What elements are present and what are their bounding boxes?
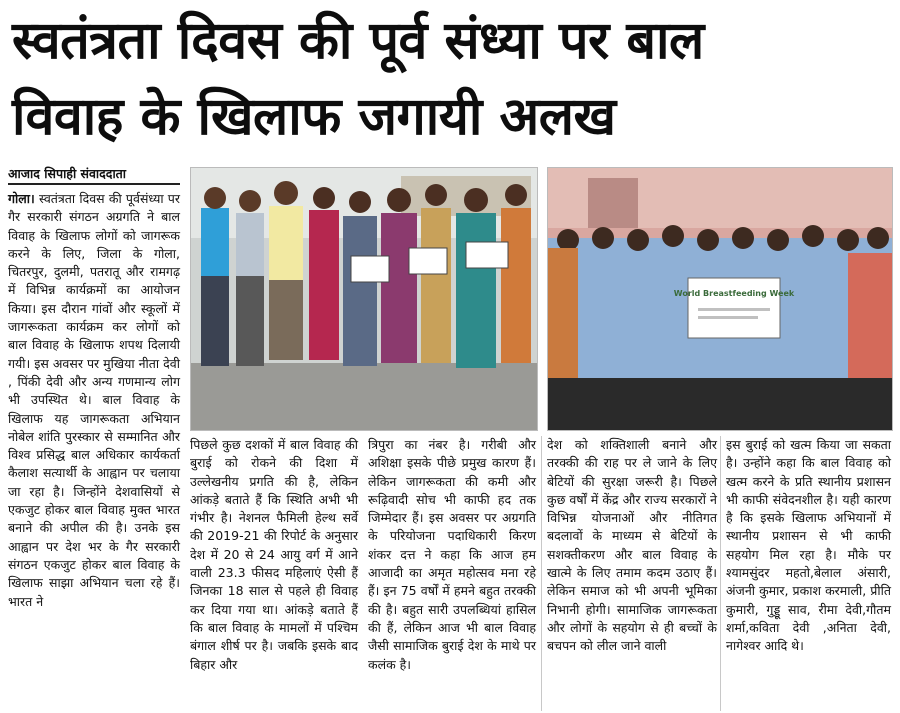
article-text-1: स्वतंत्रता दिवस की पूर्वसंध्या पर गैर सरकारी संगठन अग्रगति ने बाल विवाह के खिलाफ लोगों को जागरूक करने के लिए, जिला के गोला, चितरपुर, दुलमी, पतरातू और रामगढ़ में विभिन्न कार्यक्रमों का आयोजन किया। इस दौरान गांवों और स्कूलों में जागरूकता कार्यक्रम कर लोगों को बाल विवाह के खिलाफ शपथ दिलायी गयी। इस अवसर पर मुखिया नीता देवी , पिंकी देवी और अन्य गणमान्य लोग भी उपस्थित थे। बाल विवाह के खिलाफ यह जागरूकता अभियान नोबेल शांति पुरस्कार से सम्मानित और विश्व प्रसिद्ध बाल अधिकार कार्यकर्ता कैलाश सत्यार्थी के आह्वान पर चलाया जा रहा है। जिन्होंने देशवासियों से एकजुट होकर बाल विवाह मुक्त भारत बनाने की अपील की है। उनके इस आह्वान पर देश भर के गैर सरकारी संगठन एकजुट होकर बाल विवाह के खिलाफ साझा अभियान चला रहे हैं। भारत ने [8, 191, 180, 609]
headline-line-1: स्वतंत्रता दिवस की पूर्व संध्या पर बाल [12, 11, 704, 71]
group-photo-breastfeeding-week [547, 167, 893, 431]
headline-line-2: विवाह के खिलाफ जगायी अलख [12, 87, 616, 147]
article-column-4 [547, 436, 717, 711]
article-text-4: देश को शक्तिशाली बनाने और तरक्की की राह पर ले जाने के लिए बेटियों की सुरक्षा जरूरी है। पिछले कुछ वर्षों में केंद्र और राज्य सरकारों ने विभिन्न योजनाओं और नीतिगत बदलावों के माध्यम से बेटियों के सशक्तीकरण और बाल विवाह के खात्मे के लिए तमाम कदम उठाए हैं। लेकिन समाज को भी अपनी भूमिका निभानी होगी। सामाजिक जागरूकता और लोगों के सहयोग से ही बच्चों के बचपन को लील जाने वाली [547, 437, 717, 654]
article-text-2: पिछले कुछ दशकों में बाल विवाह की बुराई को रोकने की दिशा में उल्लेखनीय प्रगति की है, लेकिन आंकड़े बताते हैं कि स्थिति अभी भी गंभीर है। नेशनल फैमिली हेल्थ सर्वे की 2019-21 की रिपोर्ट के अनुसार देश में 20 से 24 आयु वर्ग में आने वाली 23.3 फीसद महिलाएं ऐसी हैं जिनका 18 साल से पहले ही विवाह कर दिया गया था। आंकड़े बताते हैं कि बाल विवाह के मामलों में पश्चिम बंगाल शीर्ष पर है। जबकि इसके बाद बिहार और [190, 437, 358, 672]
headline [0, 0, 900, 160]
group-photo-placards [190, 167, 538, 431]
banner-title: World Breastfeeding Week [673, 289, 795, 298]
byline-divider [8, 183, 180, 185]
byline: आजाद सिपाही संवाददाता [8, 166, 127, 181]
article-text-3: त्रिपुरा का नंबर है। गरीबी और अशिक्षा इसके पीछे प्रमुख कारण हैं। लेकिन जागरूकता की कमी और रूढ़िवादी सोच भी काफी हद तक जिम्मेदार हैं। इस अवसर पर अग्रगति के परियोजना पदाधिकारी किरण शंकर दत्त ने कहा कि आज हम आजादी का अमृत महोत्सव मना रहे हैं। इन 75 वर्षों में हमने बहुत तरक्की की है। बहुत सारी उपलब्धियां हासिल की हैं, लेकिन आज भी बाल विवाह जैसी सामाजिक बुराई देश के माथे पर कलंक है। [368, 437, 536, 672]
article-column-2 [190, 436, 358, 711]
article-column-1 [8, 190, 180, 710]
article-column-3 [368, 436, 536, 711]
column-divider [720, 436, 721, 711]
article-column-5 [726, 436, 891, 711]
dateline: गोला। [8, 191, 35, 206]
article-text-5: इस बुराई को खत्म किया जा सकता है। उन्होंने कहा कि बाल विवाह को खत्म करने के प्रति स्थानीय प्रशासन भी काफी संवेदनशील है। यही कारण है कि इसके खिलाफ अभियानों में स्थानीय प्रशासन से भी काफी सहयोग मिल रहा है। मौके पर श्यामसुंदर महतो,बेलाल अंसारी, अंजनी कुमार, प्रकाश करमाली, प्रीति कुमारी, गुड्डू साव, रीमा देवी,गौतम शर्मा,कविता देवी ,अनिता देवी, नागेश्वर आदि थे। [726, 437, 891, 654]
column-divider [541, 436, 542, 711]
